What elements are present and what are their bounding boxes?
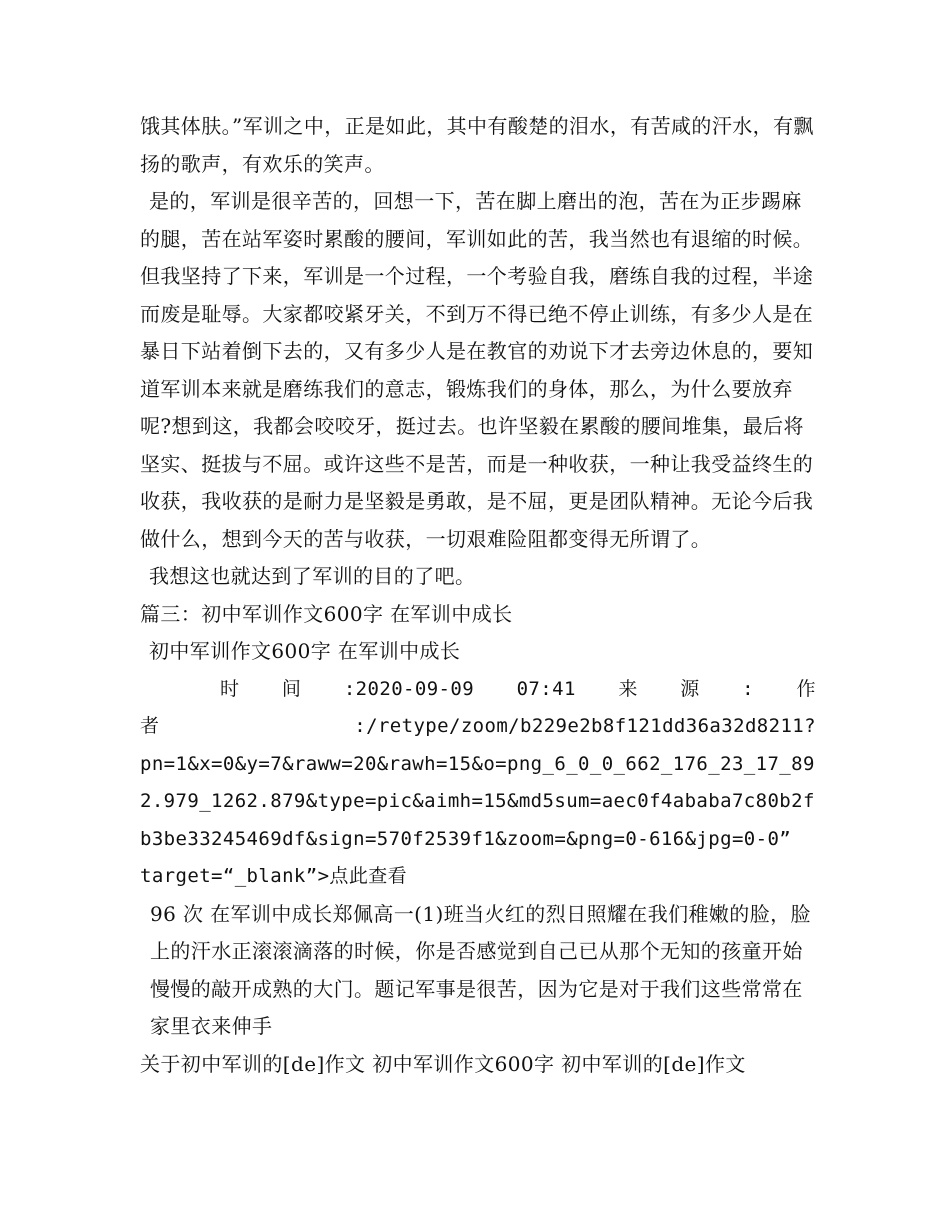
paragraph-1: 饿其体肤。”军训之中，正是如此，其中有酸楚的泪水，有苦咸的汗水，有飘扬的歌声，有欢乐的笑声。	[140, 114, 814, 176]
body-paragraph: 96 次 在军训中成长郑佩高一(1)班当火红的烈日照耀在我们稚嫩的脸，脸上的汗水正滚滚滴落的时候，你是否感觉到自己已从那个无知的孩童开始慢慢的敲开成熟的大门。题记军事是很苦，因为它是对于我们这些常常在家里衣来伸手	[150, 901, 811, 1038]
url-text: pn=1&x=0&y=7&raww=20&rawh=15&o=png_6_0_0_662_176_23_17_892.979_1262.879&type=pic&aimh=15&md5sum=aec0f4ababa7c80b2fb3be33245469df&sign=570f2539f1&zoom=&png=0-616&jpg=0-0”	[140, 752, 815, 850]
section-heading: 篇三：初中军训作文600字 在军训中成长	[140, 601, 513, 626]
time-label-1: 时	[220, 677, 240, 700]
meta-time-source-line	[140, 671, 816, 709]
source-label-2: 源	[680, 677, 700, 700]
paragraph-3: 我想这也就达到了军训的目的了吧。	[149, 564, 476, 588]
link-target-text[interactable]: target=“_blank”>点此查看	[140, 865, 408, 887]
source-label-1: 来	[618, 677, 638, 700]
time-clock: 07:41	[516, 677, 576, 700]
document-body	[140, 108, 816, 1083]
author-label-1: 作	[796, 677, 816, 700]
footer-line: 关于初中军训的[de]作文 初中军训作文600字 初中军训的[de]作文	[140, 1051, 746, 1076]
time-label-2: 间	[281, 677, 302, 700]
time-value: :2020-09-09	[343, 677, 475, 700]
article-title: 初中军训作文600字 在军训中成长	[149, 639, 461, 663]
author-value-start: :/retype/zoom/b229e2b8f121dd36a32d8211?	[354, 715, 816, 737]
meta-author-line	[140, 708, 816, 746]
source-colon: :	[742, 677, 754, 700]
paragraph-2: 是的，军训是很辛苦的，回想一下，苦在脚上磨出的泡，苦在为正步踢麻的腿，苦在站军姿时累酸的腰间，军训如此的苦，我当然也有退缩的时候。但我坚持了下来，军训是一个过程，一个考验自我，磨练自我的过程，半途而废是耻辱。大家都咬紧牙关，不到万不得已绝不停止训练，有多少人是在暴日下站着倒下去的，又有多少人是在教官的劝说下才去旁边休息的，要知道军训本来就是磨练我们的意志，锻炼我们的身体，那么，为什么要放弃呢?想到这，我都会咬咬牙，挺过去。也许坚毅在累酸的腰间堆集，最后将坚实、挺拔与不屈。或许这些不是苦，而是一种收获，一种让我受益终生的收获，我收获的是耐力是坚毅是勇敢，是不屈，更是团队精神。无论今后我做什么，想到今天的苦与收获，一切艰难险阻都变得无所谓了。	[140, 189, 814, 551]
author-label-2: 者	[140, 715, 160, 737]
